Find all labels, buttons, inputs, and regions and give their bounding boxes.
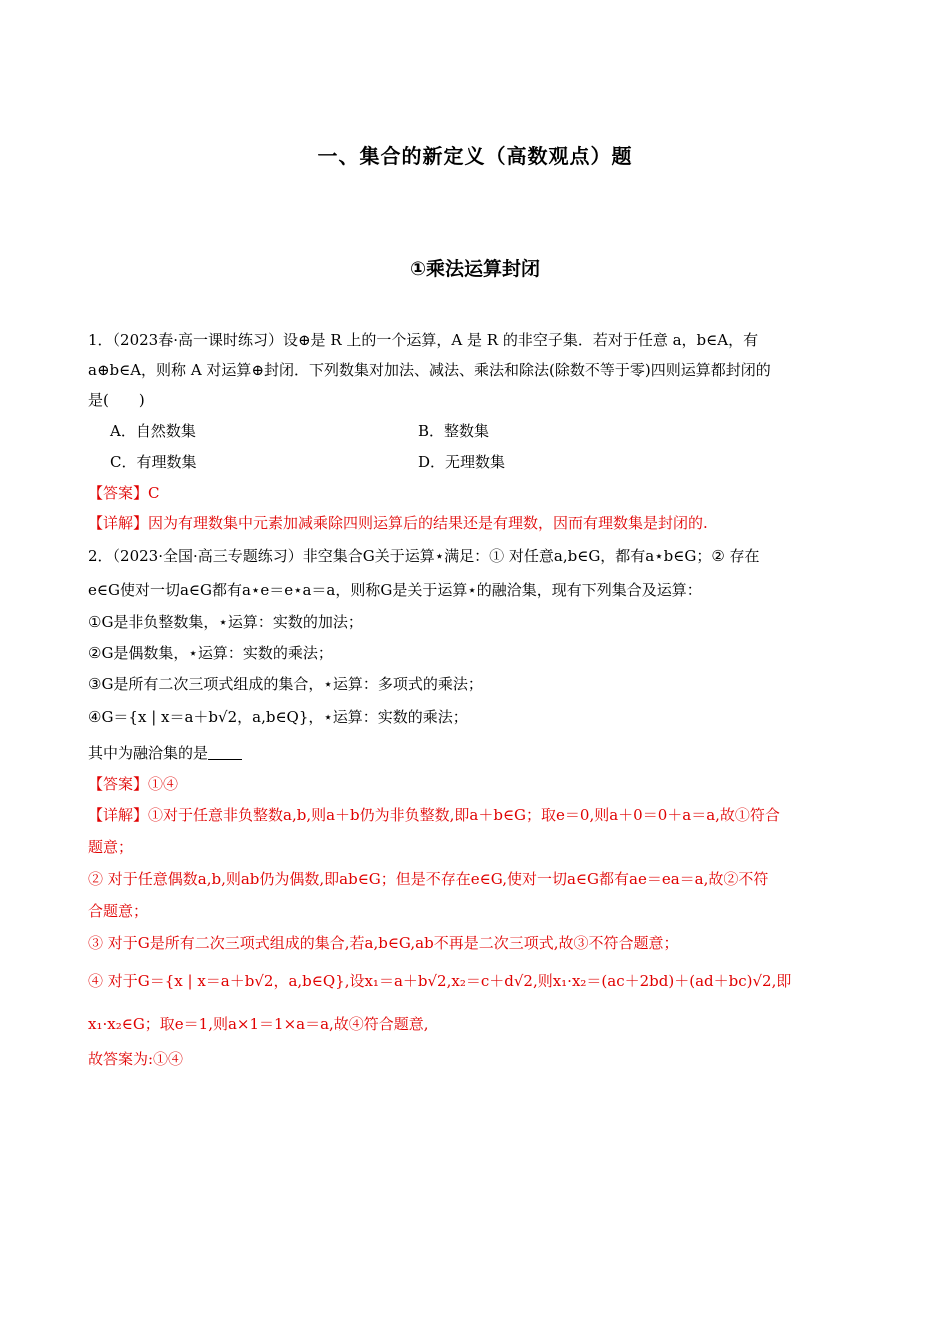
q1-stem-line-3: 是( ) (88, 391, 145, 409)
q2-prompt (88, 742, 868, 764)
q2-stem-line-2: e∈G使对一切a∈G都有a⋆e＝e⋆a＝a，则称G是关于运算⋆的融洽集，现有下列集合及运算： (88, 581, 702, 599)
q1-answer: 【答案】C (88, 484, 160, 502)
section-title: 一、集合的新定义（高数观点）题 (317, 144, 633, 168)
q2-detail-3: ③ 对于G是所有二次三项式组成的集合,若a,b∈G,ab不再是二次三项式,故③不符合题意； (88, 934, 679, 952)
q2-item-4: ④G＝{x | x＝a＋b√2，a,b∈Q}，⋆运算：实数的乘法； (88, 708, 468, 726)
q2-item-1: ①G是非负整数集，⋆运算：实数的加法； (88, 613, 363, 631)
q1-option-d: D．无理数集 (418, 453, 506, 471)
q2-detail-2a: ② 对于任意偶数a,b,则ab仍为偶数,即ab∈G；但是不存在e∈G,使对一切a∈G都有ae＝ea＝a,故②不符 (88, 870, 769, 888)
q1-stem-line-2: a⊕b∈A，则称 A 对运算⊕封闭．下列数集对加法、减法、乘法和除法(除数不等于零)四则运算都封闭的 (88, 361, 771, 379)
q1-detail: 【详解】因为有理数集中元素加减乘除四则运算后的结果还是有理数，因而有理数集是封闭的. (88, 514, 708, 532)
q2-detail-1a: 【详解】①对于任意非负整数a,b,则a＋b仍为非负整数,即a＋b∈G；取e＝0,则a＋0＝0＋a＝a,故①符合 (88, 806, 780, 824)
answer-blank (208, 745, 242, 760)
q2-answer: 【答案】①④ (88, 775, 179, 793)
q1-option-a: A．自然数集 (110, 422, 196, 440)
q2-detail-1b: 题意； (88, 838, 134, 856)
q1-stem-line-1: 1．（2023春·高一课时练习）设⊕是 R 上的一个运算，A 是 R 的非空子集．若对于任意 a，b∈A，有 (88, 331, 759, 349)
q1-option-b: B．整数集 (418, 422, 490, 440)
subsection-title: ①乘法运算封闭 (409, 258, 541, 280)
q2-detail-4b: x₁·x₂∈G；取e＝1,则a×1＝1×a＝a,故④符合题意, (88, 1015, 429, 1033)
q2-stem-line-1: 2．（2023·全国·高三专题练习）非空集合G关于运算⋆满足：① 对任意a,b∈G，都有a⋆b∈G；② 存在 (88, 547, 760, 565)
q1-option-c: C．有理数集 (110, 453, 197, 471)
q2-item-3: ③G是所有二次三项式组成的集合，⋆运算：多项式的乘法； (88, 675, 483, 693)
q2-detail-2b: 合题意； (88, 902, 149, 920)
q2-item-2: ②G是偶数集，⋆运算：实数的乘法； (88, 644, 333, 662)
q2-conclusion: 故答案为:①④ (88, 1050, 184, 1068)
q2-prompt-text: 其中为融洽集的是 (88, 744, 209, 762)
q2-detail-4a: ④ 对于G＝{x | x＝a＋b√2，a,b∈Q},设x₁＝a＋b√2,x₂＝c＋d√2,则x₁·x₂＝(ac＋2bd)＋(ad＋bc)√2,即 (88, 972, 792, 990)
